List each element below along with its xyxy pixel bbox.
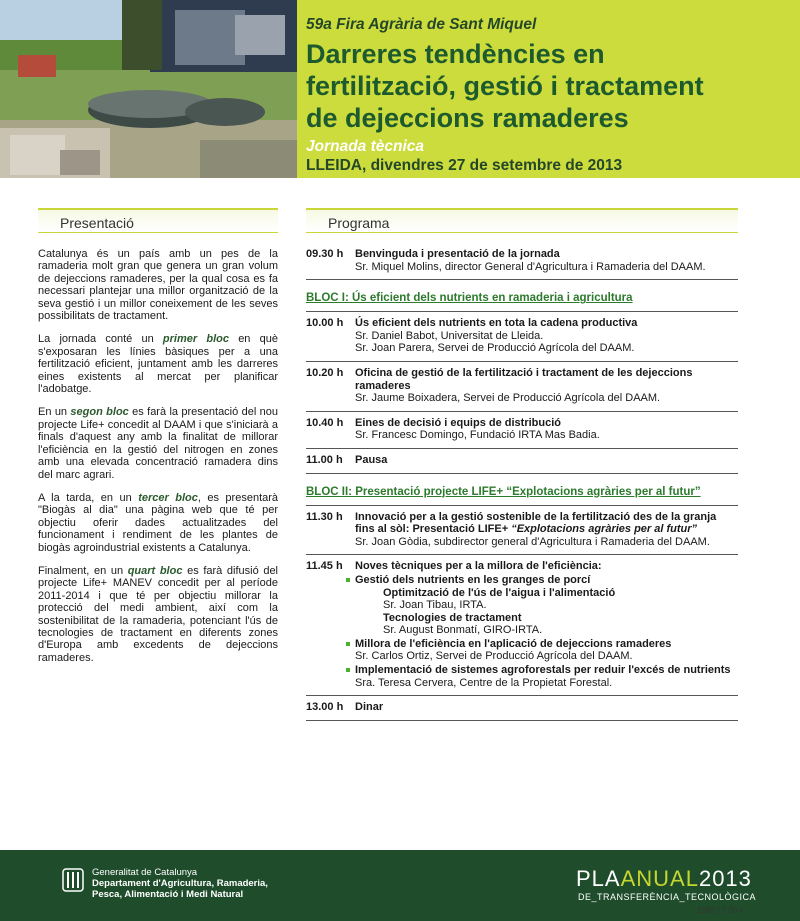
title-line-1: Darreres tendències en [306,39,605,69]
program-entry [306,449,738,474]
pla-anual-logo: PLAANUAL2013 [576,866,752,891]
entry-title: Oficina de gestió de la fertilització i tractament de les dejeccions ramaderes [355,366,693,392]
entry-speaker: Sr. Joan Gòdia, subdirector general d'Agricultura i Ramaderia del DAAM. [355,535,710,548]
entry-time: 11.45 h [306,560,343,573]
sub-item: Implementació de sistemes agroforestals per reduir l'excés de nutrients Sra. Teresa Cervera, Centre de la Propietat Forestal. [355,664,738,689]
program-entry [306,312,738,362]
entry-title: Dinar [355,701,384,714]
generalitat-text: Generalitat de Catalunya Departament d'Agricultura, Ramaderia, Pesca, Alimentació i Medi Natural [92,867,268,900]
sub-item: Gestió dels nutrients en les granges de porcí Optimització de l'ús de l'aigua i l'alimentació Sr. Joan Tibau, IRTA. Tecnologies de tractament Sr. August Bonmatí, GIRO-IRTA. [355,574,738,637]
paragraph: Finalment, en un quart bloc es farà difusió del projecte Life+ MANEV concedit per al període 2011-2014 i que té per objectiu millorar la protecció del medi ambient, així com la sostenibilitat de la ramaderia, potenciant l'ús de tecnologies de tractament en diferents zones d'Europa amb excedents de dejeccions ramaderes. [38,564,278,664]
event-name: 59a Fira Agrària de Sant Miquel [306,16,537,33]
program-entry [306,555,738,696]
title-block [306,16,796,175]
bloc-2-heading: BLOC II: Presentació projecte LIFE+ “Explotacions agràries per al futur” [306,474,738,506]
paragraph: En un segon bloc es farà la presentació del nou projecte Life+ concedit al DAAM i que s'iniciarà a finals d'aquest any amb la finalitat de millorar l'eficiència en la gestió del nitrogen en zones amb una elevada concentració ramadera dins del marc agrari. [38,406,279,481]
entry-title: Benvinguda i presentació de la jornada [355,248,560,260]
generalitat-logo-icon [62,868,84,892]
program-entry [306,506,738,556]
entry-time: 10.00 h [306,317,344,330]
entry-title: Ús eficient dels nutrients en tota la cadena productiva [355,317,638,330]
bullet-icon [346,668,350,672]
bullet-icon [346,642,350,646]
entry-speaker: Sr. Joan Parera, Servei de Producció Agrícola del DAAM. [355,342,635,355]
bloc-1-heading: BLOC I: Ús eficient dels nutrients en ramaderia i agricultura [306,280,738,312]
program-entry [306,243,738,280]
program-heading: Programa [306,208,738,233]
entry-title: Eines de decisió i equips de distribució [355,416,561,429]
program-entry [306,412,738,449]
header-photo [0,0,297,178]
main-title [306,38,796,134]
entry-speaker: Sr. Daniel Babot, Universitat de Lleida. [355,329,544,342]
entry-time: 13.00 h [306,701,344,714]
place-date: LLEIDA, divendres 27 de setembre de 2013 [306,157,623,174]
sub-item: Millora de l'eficiència en l'aplicació de dejeccions ramaderes Sr. Carlos Ortiz, Servei de Producció Agrícola del DAAM. [355,638,738,663]
entry-title: Innovació per a la gestió sostenible de la fertilització des de la granja fins al sòl: Presentació LIFE+ “Explotacions agràries per al futur” [355,510,717,536]
entry-time: 10.40 h [306,416,344,429]
paragraph: Catalunya és un país amb un pes de la ramaderia molt gran que genera un gran volum de dejeccions ramaderes, per la qual cosa es fa necessari plantejar una millor organització de la seva gestió i un millor coneixement de les seves possibilitats de tractament. [38,248,278,323]
program-entry [306,696,738,721]
entry-speaker: Sr. Jaume Boixadera, Servei de Producció Agrícola del DAAM. [355,392,661,405]
program-entry [306,362,738,412]
entry-speaker: Sr. Miquel Molins, director General d'Agricultura i Ramaderia del DAAM. [355,260,706,273]
title-line-3: de dejeccions ramaderes [306,103,629,133]
document-code: 1582 / 7,00 h [697,906,744,915]
entry-time: 11.00 h [306,453,343,466]
subtitle: Jornada tècnica [306,138,425,155]
entry-time: 11.30 h [306,510,343,523]
entry-time: 09.30 h [306,248,344,260]
entry-title: Noves tècniques per a la millora de l'eficiència: [355,560,602,573]
program-list [306,243,738,721]
bullet-icon [346,578,350,582]
title-line-2: fertilització, gestió i tractament [306,71,704,101]
entry-title: Pausa [355,453,388,466]
footer [0,850,800,921]
paragraph: La jornada conté un primer bloc en què s'exposaran les línies bàsiques per a una fertilització eficient, juntament amb les darreres eines existents al mercat per planificar l'adobatge. [38,333,278,396]
entry-speaker: Sr. Francesc Domingo, Fundació IRTA Mas Badia. [355,429,600,442]
entry-time: 10.20 h [306,366,344,379]
pla-anual-subtitle: DE_TRANSFERÈNCIA_TECNOLÒGICA [578,892,757,902]
presentation-heading: Presentació [38,208,278,233]
paragraph: A la tarda, en un tercer bloc, es presentarà "Biogàs al dia" una pàgina web que té per objectiu oferir dades actualitzades del funcionament i rendiment de les plantes de biogàs agroindustrial existents a Catalunya. [38,491,279,554]
header-banner [0,0,800,178]
presentation-text [38,248,278,675]
